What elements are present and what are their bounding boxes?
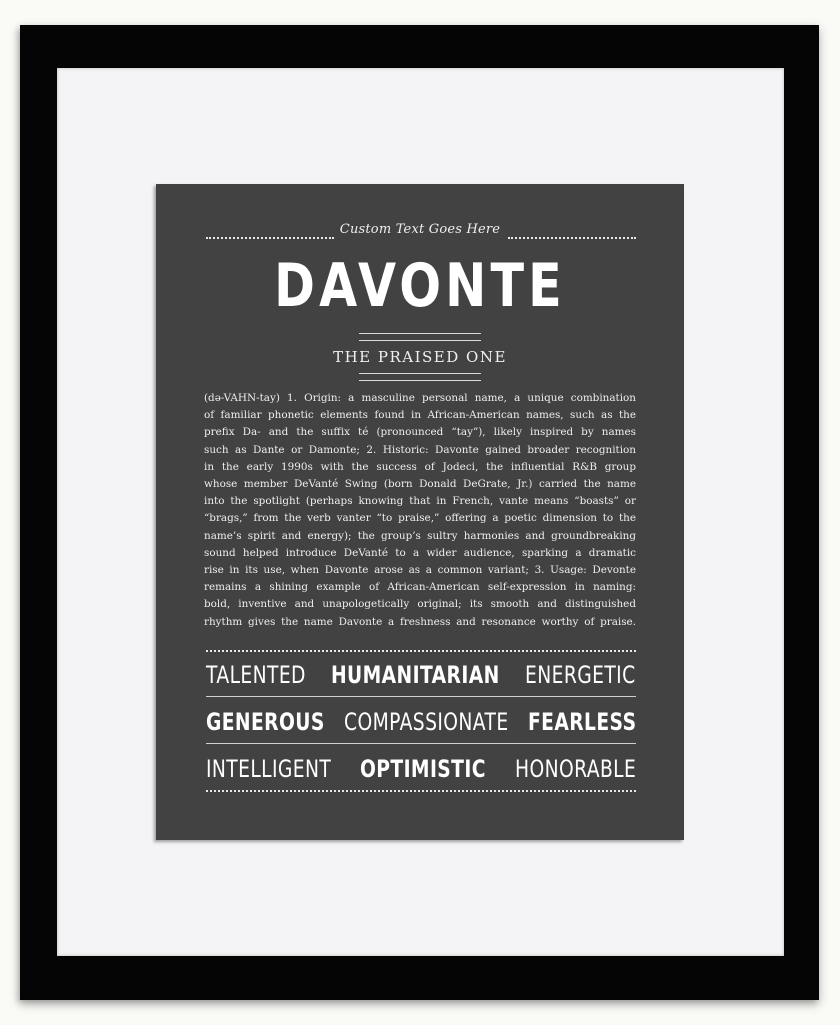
definition-line: name’s spirit and energy); the group’s sultry harmonies and groundbreaking — [204, 529, 636, 542]
dotted-rule-traits-bottom — [206, 790, 636, 792]
double-rule-bottom — [359, 373, 481, 381]
trait-word: COMPASSIONATE — [343, 708, 509, 736]
definition-line: of familiar phonetic elements found in African-American names, such as the — [204, 409, 636, 422]
definition-line: in the early 1990s with the success of Jodeci, the influential R&B group — [204, 460, 636, 473]
trait-word: HUMANITARIAN — [331, 661, 500, 689]
name-title: DAVONTE — [274, 251, 566, 321]
trait-word: HONORABLE — [514, 755, 637, 783]
traits-row-1 — [206, 656, 636, 694]
name-meaning: THE PRAISED ONE — [333, 348, 507, 366]
traits-row-2 — [206, 703, 636, 741]
definition-line: whose member DeVanté Swing (born Donald DeGrate, Jr.) carried the name — [204, 478, 636, 491]
definition-line: “brags,” from the verb vanter “to praise,” offering a poetic dimension to the — [204, 512, 636, 525]
trait-word: OPTIMISTIC — [360, 755, 486, 783]
definition-line: rhythm gives the name Davonte a freshness and resonance worthy of praise. — [204, 615, 636, 628]
trait-separator — [206, 696, 636, 697]
name-print — [156, 184, 684, 840]
definition-line: sound helped introduce DeVanté to a wider audience, sparking a dramatic — [204, 546, 636, 559]
dotted-rule-left — [206, 237, 334, 239]
header-row — [156, 222, 684, 244]
picture-frame — [20, 25, 819, 1000]
definition-line: such as Dante or Damonte; 2. Historic: Davonte gained broader recognition — [204, 443, 636, 456]
double-rule-top — [359, 333, 481, 341]
custom-text: Custom Text Goes Here — [339, 222, 501, 237]
definition-line: (də-VAHN-tay) 1. Origin: a masculine personal name, a unique combination — [204, 392, 636, 404]
trait-word: ENERGETIC — [525, 661, 637, 689]
definition-line: prefix Da- and the suffix té (pronounced “tay”), likely inspired by names — [204, 426, 636, 439]
definition-line: into the spotlight (perhaps knowing that in French, vante means “boasts” or — [204, 495, 636, 508]
trait-separator — [206, 743, 636, 744]
trait-word: FEARLESS — [527, 708, 636, 736]
trait-word: TALENTED — [206, 661, 306, 689]
trait-word: INTELLIGENT — [206, 755, 332, 783]
dotted-rule-right — [508, 237, 636, 239]
trait-word: GENEROUS — [206, 708, 325, 736]
mat-board — [57, 68, 784, 956]
definition-line: rise in its use, when Davonte arose as a common variant; 3. Usage: Devonte — [204, 564, 636, 577]
traits-row-3 — [206, 750, 636, 788]
definition-line: remains a shining example of African-American self-expression in naming: — [204, 581, 636, 594]
dotted-rule-traits-top — [206, 650, 636, 652]
definition-line: bold, inventive and unapologetically original; its smooth and distinguished — [204, 598, 636, 611]
definition-text — [204, 390, 636, 631]
